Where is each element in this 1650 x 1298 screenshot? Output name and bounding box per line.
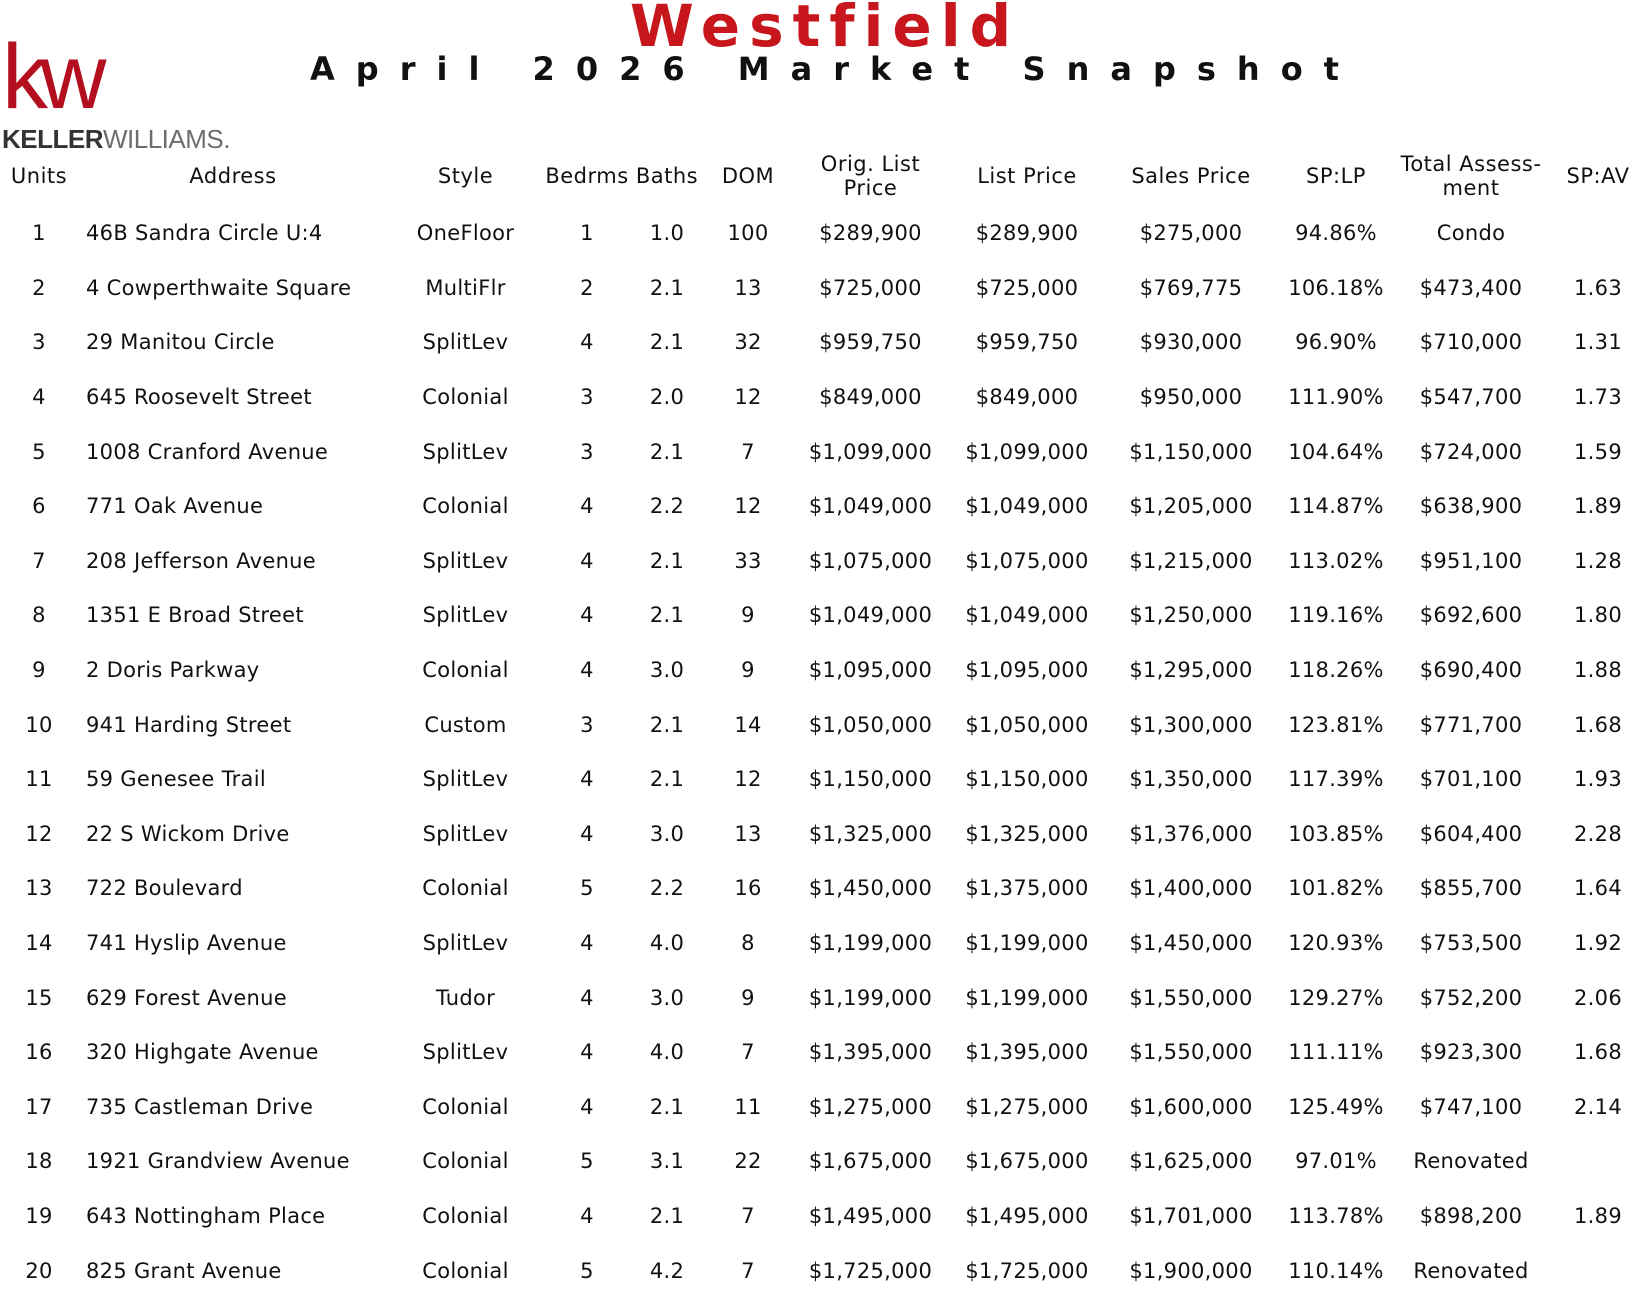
cell-baths: 2.2	[649, 494, 685, 519]
cell-units: 9	[32, 658, 46, 683]
cell-style: Colonial	[422, 1094, 509, 1119]
cell-address: 4 Cowperthwaite Square	[86, 275, 352, 300]
cell-total-assessment: $747,100	[1419, 1094, 1523, 1119]
cell-units: 17	[25, 1094, 53, 1119]
cell-sp-lp: 111.11%	[1288, 1040, 1384, 1065]
cell-baths: 2.2	[649, 876, 685, 901]
cell-sp-av: 1.92	[1574, 931, 1622, 956]
cell-address: 645 Roosevelt Street	[86, 385, 312, 410]
cell-orig-list-price: $1,725,000	[808, 1258, 933, 1283]
table-row	[0, 1025, 1650, 1080]
cell-sp-lp: 117.39%	[1288, 767, 1384, 792]
cell-sales-price: $930,000	[1139, 330, 1243, 355]
cell-sales-price: $1,150,000	[1129, 439, 1253, 464]
table-row	[0, 1189, 1650, 1244]
table-row	[0, 861, 1650, 916]
table-row	[0, 643, 1650, 698]
cell-total-assessment: $692,600	[1419, 603, 1523, 628]
cell-baths: 2.0	[649, 385, 685, 410]
cell-units: 16	[25, 1040, 53, 1065]
cell-sp-lp: 111.90%	[1288, 385, 1384, 410]
cell-sales-price: $1,600,000	[1129, 1094, 1253, 1119]
table-header-row	[0, 146, 1650, 206]
cell-sp-lp: 114.87%	[1288, 494, 1384, 519]
cell-sales-price: $1,215,000	[1129, 548, 1253, 573]
cell-sp-av: 1.89	[1574, 1203, 1622, 1228]
cell-bedrooms: 4	[580, 330, 594, 355]
svg-text:kw: kw	[2, 40, 99, 120]
cell-baths: 2.1	[649, 1203, 685, 1228]
cell-sales-price: $1,250,000	[1129, 603, 1253, 628]
cell-units: 2	[32, 275, 46, 300]
page-title: Westfield	[629, 0, 1021, 60]
cell-baths: 4.0	[649, 931, 685, 956]
cell-style: Colonial	[422, 658, 509, 683]
cell-style: Colonial	[422, 385, 509, 410]
cell-sales-price: $769,775	[1139, 275, 1243, 300]
cell-sales-price: $275,000	[1139, 221, 1243, 246]
cell-bedrooms: 5	[580, 1258, 594, 1283]
cell-dom: 7	[741, 1258, 755, 1283]
table-row	[0, 752, 1650, 807]
cell-dom: 12	[734, 767, 762, 792]
cell-sp-lp: 101.82%	[1288, 876, 1384, 901]
cell-dom: 9	[741, 658, 755, 683]
cell-list-price: $1,675,000	[965, 1149, 1089, 1174]
cell-baths: 2.1	[649, 1094, 685, 1119]
table-row	[0, 315, 1650, 370]
cell-address: 59 Genesee Trail	[86, 767, 266, 792]
cell-sp-av: 1.88	[1574, 658, 1622, 683]
cell-style: SplitLev	[422, 1040, 509, 1065]
cell-orig-list-price: $1,325,000	[808, 821, 933, 846]
cell-bedrooms: 4	[580, 1040, 594, 1065]
cell-sp-av: 1.31	[1574, 330, 1622, 355]
table-row	[0, 1243, 1650, 1298]
cell-address: 825 Grant Avenue	[86, 1258, 282, 1283]
cell-dom: 16	[734, 876, 762, 901]
table-row	[0, 534, 1650, 589]
cell-total-assessment: $710,000	[1419, 330, 1523, 355]
cell-baths: 2.1	[649, 603, 685, 628]
cell-baths: 4.2	[649, 1258, 685, 1283]
cell-address: 46B Sandra Circle U:4	[86, 221, 323, 246]
cell-bedrooms: 5	[580, 876, 594, 901]
table-row	[0, 1080, 1650, 1135]
cell-units: 4	[32, 385, 46, 410]
cell-sp-lp: 94.86%	[1295, 221, 1377, 246]
cell-bedrooms: 3	[580, 712, 594, 737]
cell-list-price: $1,075,000	[965, 548, 1089, 573]
cell-address: 208 Jefferson Avenue	[86, 548, 317, 573]
cell-total-assessment: $771,700	[1419, 712, 1523, 737]
cell-list-price: $1,049,000	[965, 494, 1089, 519]
cell-sp-av	[1546, 1134, 1650, 1189]
table-row	[0, 807, 1650, 862]
cell-bedrooms: 4	[580, 1094, 594, 1119]
cell-total-assessment: $923,300	[1419, 1040, 1523, 1065]
cell-sp-lp: 119.16%	[1288, 603, 1384, 628]
cell-units: 6	[32, 494, 46, 519]
cell-dom: 13	[734, 275, 762, 300]
cell-list-price: $1,725,000	[965, 1258, 1089, 1283]
cell-dom: 9	[741, 985, 755, 1010]
cell-list-price: $959,750	[975, 330, 1079, 355]
cell-baths: 2.1	[649, 767, 685, 792]
column-header-orig-list-price: Orig. List Price	[820, 152, 921, 200]
cell-bedrooms: 4	[580, 985, 594, 1010]
cell-sales-price: $1,701,000	[1129, 1203, 1253, 1228]
cell-address: 643 Nottingham Place	[86, 1203, 326, 1228]
cell-sp-lp: 123.81%	[1288, 712, 1384, 737]
cell-style: SplitLev	[422, 603, 509, 628]
cell-total-assessment: $690,400	[1419, 658, 1523, 683]
cell-units: 11	[25, 767, 53, 792]
cell-dom: 8	[741, 931, 755, 956]
cell-units: 10	[25, 712, 53, 737]
cell-orig-list-price: $1,049,000	[808, 603, 933, 628]
table-row	[0, 1134, 1650, 1189]
logo-wordmark-williams: WILLIAMS	[103, 124, 224, 154]
cell-dom: 22	[734, 1149, 762, 1174]
cell-orig-list-price: $1,150,000	[808, 767, 933, 792]
cell-orig-list-price: $1,495,000	[808, 1203, 933, 1228]
column-header-sp-av: SP:AV	[1566, 164, 1630, 188]
cell-sp-lp: 120.93%	[1288, 931, 1384, 956]
cell-sales-price: $1,625,000	[1129, 1149, 1253, 1174]
cell-sp-lp: 104.64%	[1288, 439, 1384, 464]
cell-baths: 3.0	[649, 658, 685, 683]
cell-list-price: $1,095,000	[965, 658, 1089, 683]
cell-sp-av: 1.80	[1574, 603, 1622, 628]
column-header-units: Units	[10, 164, 68, 188]
cell-sales-price: $1,350,000	[1129, 767, 1253, 792]
cell-dom: 12	[734, 385, 762, 410]
cell-units: 18	[25, 1149, 53, 1174]
cell-sales-price: $1,400,000	[1129, 876, 1253, 901]
cell-sp-lp: 129.27%	[1288, 985, 1384, 1010]
cell-dom: 7	[741, 1040, 755, 1065]
cell-sp-av: 1.89	[1574, 494, 1622, 519]
cell-sp-lp: 125.49%	[1288, 1094, 1384, 1119]
cell-list-price: $1,050,000	[965, 712, 1089, 737]
cell-orig-list-price: $1,099,000	[808, 439, 933, 464]
cell-units: 13	[25, 876, 53, 901]
cell-style: SplitLev	[422, 931, 509, 956]
cell-baths: 3.1	[649, 1149, 685, 1174]
logo-wordmark-keller: KELLER	[2, 124, 103, 154]
cell-total-assessment: $604,400	[1419, 821, 1523, 846]
cell-baths: 3.0	[649, 821, 685, 846]
cell-dom: 7	[741, 1203, 755, 1228]
cell-orig-list-price: $1,075,000	[808, 548, 933, 573]
cell-dom: 7	[741, 439, 755, 464]
cell-orig-list-price: $1,675,000	[808, 1149, 933, 1174]
cell-style: Colonial	[422, 1203, 509, 1228]
cell-orig-list-price: $959,750	[819, 330, 922, 355]
cell-units: 14	[25, 931, 53, 956]
cell-total-assessment: Renovated	[1413, 1149, 1529, 1174]
cell-orig-list-price: $289,900	[819, 221, 922, 246]
cell-baths: 2.1	[649, 712, 685, 737]
cell-bedrooms: 4	[580, 1203, 594, 1228]
cell-sp-av: 1.63	[1574, 275, 1622, 300]
cell-sales-price: $1,550,000	[1129, 985, 1253, 1010]
cell-baths: 2.1	[649, 548, 685, 573]
cell-total-assessment: $547,700	[1419, 385, 1523, 410]
cell-address: 941 Harding Street	[86, 712, 292, 737]
cell-orig-list-price: $1,050,000	[808, 712, 933, 737]
cell-total-assessment: Renovated	[1413, 1258, 1529, 1283]
cell-sales-price: $1,300,000	[1129, 712, 1253, 737]
cell-sp-lp: 97.01%	[1295, 1149, 1377, 1174]
cell-style: SplitLev	[422, 548, 509, 573]
page-subtitle: April 2026 Market Snapshot	[310, 50, 1360, 88]
cell-bedrooms: 4	[580, 658, 594, 683]
cell-bedrooms: 4	[580, 931, 594, 956]
cell-total-assessment: $724,000	[1419, 439, 1523, 464]
cell-sp-lp: 96.90%	[1295, 330, 1377, 355]
cell-total-assessment: $753,500	[1419, 931, 1523, 956]
cell-list-price: $725,000	[975, 275, 1079, 300]
cell-bedrooms: 5	[580, 1149, 594, 1174]
column-header-sp-lp: SP:LP	[1306, 164, 1366, 188]
cell-address: 29 Manitou Circle	[86, 330, 275, 355]
cell-baths: 4.0	[649, 1040, 685, 1065]
cell-orig-list-price: $1,450,000	[808, 876, 933, 901]
column-header-total-assessment: Total Assess-ment	[1400, 151, 1542, 200]
column-header-list-price: List Price	[977, 164, 1077, 188]
cell-list-price: $1,199,000	[965, 931, 1089, 956]
table-row	[0, 206, 1650, 261]
cell-units: 15	[25, 985, 53, 1010]
cell-sp-av: 2.14	[1574, 1094, 1622, 1119]
cell-address: 741 Hyslip Avenue	[86, 931, 287, 956]
cell-list-price: $1,275,000	[965, 1094, 1089, 1119]
cell-list-price: $1,375,000	[965, 876, 1089, 901]
cell-baths: 2.1	[649, 439, 685, 464]
column-header-sales-price: Sales Price	[1131, 164, 1251, 188]
cell-style: SplitLev	[422, 330, 509, 355]
cell-sp-lp: 113.02%	[1288, 548, 1384, 573]
table-row	[0, 261, 1650, 316]
cell-total-assessment: $638,900	[1419, 494, 1523, 519]
cell-units: 8	[32, 603, 46, 628]
cell-dom: 11	[734, 1094, 762, 1119]
column-header-baths: Baths	[635, 164, 699, 188]
cell-style: OneFloor	[416, 221, 515, 246]
cell-bedrooms: 4	[580, 821, 594, 846]
cell-address: 1351 E Broad Street	[86, 603, 304, 628]
cell-sp-lp: 118.26%	[1288, 658, 1384, 683]
column-header-bedrooms: Bedrms	[545, 164, 629, 188]
cell-list-price: $1,395,000	[965, 1040, 1089, 1065]
cell-style: SplitLev	[422, 821, 509, 846]
cell-sales-price: $950,000	[1139, 385, 1243, 410]
cell-dom: 13	[734, 821, 762, 846]
cell-total-assessment: $473,400	[1419, 275, 1523, 300]
column-header-style: Style	[437, 164, 494, 188]
cell-style: SplitLev	[422, 767, 509, 792]
cell-bedrooms: 1	[580, 221, 594, 246]
cell-units: 3	[32, 330, 46, 355]
cell-address: 2 Doris Parkway	[86, 658, 260, 683]
cell-total-assessment: $855,700	[1419, 876, 1523, 901]
cell-units: 7	[32, 548, 46, 573]
cell-orig-list-price: $725,000	[819, 275, 922, 300]
cell-units: 5	[32, 439, 46, 464]
cell-sp-av: 1.68	[1574, 712, 1622, 737]
cell-bedrooms: 3	[580, 385, 594, 410]
cell-style: Tudor	[435, 985, 496, 1010]
cell-address: 735 Castleman Drive	[86, 1094, 314, 1119]
cell-dom: 9	[741, 603, 755, 628]
cell-baths: 3.0	[649, 985, 685, 1010]
cell-address: 771 Oak Avenue	[86, 494, 264, 519]
cell-list-price: $849,000	[975, 385, 1079, 410]
cell-list-price: $1,495,000	[965, 1203, 1089, 1228]
cell-total-assessment: $752,200	[1419, 985, 1523, 1010]
table-row	[0, 479, 1650, 534]
cell-total-assessment: $898,200	[1419, 1203, 1523, 1228]
cell-sp-av	[1546, 1243, 1650, 1298]
cell-sales-price: $1,295,000	[1129, 658, 1253, 683]
column-header-dom: DOM	[721, 164, 775, 188]
cell-dom: 32	[734, 330, 762, 355]
cell-sp-av: 2.28	[1574, 821, 1622, 846]
cell-list-price: $1,325,000	[965, 821, 1089, 846]
cell-total-assessment: $951,100	[1419, 548, 1523, 573]
cell-address: 722 Boulevard	[86, 876, 243, 901]
column-header-address: Address	[189, 164, 277, 188]
cell-orig-list-price: $1,275,000	[808, 1094, 933, 1119]
cell-bedrooms: 4	[580, 767, 594, 792]
cell-style: Colonial	[422, 1149, 509, 1174]
cell-dom: 14	[734, 712, 762, 737]
cell-sales-price: $1,550,000	[1129, 1040, 1253, 1065]
cell-address: 1921 Grandview Avenue	[86, 1149, 350, 1174]
cell-sp-av: 1.93	[1574, 767, 1622, 792]
cell-sp-av: 1.73	[1574, 385, 1622, 410]
table-row	[0, 424, 1650, 479]
table-row	[0, 916, 1650, 971]
cell-units: 19	[25, 1203, 53, 1228]
cell-orig-list-price: $849,000	[819, 385, 922, 410]
market-snapshot-table	[0, 146, 1650, 1298]
cell-sp-av	[1546, 206, 1650, 261]
cell-sp-av: 2.06	[1574, 985, 1622, 1010]
cell-bedrooms: 4	[580, 548, 594, 573]
cell-list-price: $1,049,000	[965, 603, 1089, 628]
cell-orig-list-price: $1,049,000	[808, 494, 933, 519]
cell-sp-av: 1.64	[1574, 876, 1622, 901]
cell-units: 12	[25, 821, 53, 846]
cell-style: Colonial	[422, 1258, 509, 1283]
table-row	[0, 370, 1650, 425]
cell-baths: 2.1	[649, 330, 685, 355]
cell-address: 22 S Wickom Drive	[86, 821, 290, 846]
cell-total-assessment: $701,100	[1419, 767, 1523, 792]
cell-dom: 100	[727, 221, 769, 246]
logo-wordmark-suffix: .	[223, 124, 230, 154]
cell-total-assessment: Condo	[1436, 221, 1506, 246]
cell-orig-list-price: $1,199,000	[808, 931, 933, 956]
cell-sp-lp: 106.18%	[1288, 275, 1384, 300]
cell-list-price: $1,199,000	[965, 985, 1089, 1010]
cell-sp-av: 1.68	[1574, 1040, 1622, 1065]
cell-sales-price: $1,900,000	[1129, 1258, 1253, 1283]
cell-dom: 12	[734, 494, 762, 519]
cell-sp-lp: 110.14%	[1288, 1258, 1384, 1283]
cell-style: SplitLev	[422, 439, 509, 464]
cell-sp-lp: 103.85%	[1288, 821, 1384, 846]
table-row	[0, 970, 1650, 1025]
cell-bedrooms: 4	[580, 494, 594, 519]
cell-sp-lp: 113.78%	[1288, 1203, 1384, 1228]
cell-orig-list-price: $1,395,000	[808, 1040, 933, 1065]
cell-baths: 2.1	[649, 275, 685, 300]
cell-list-price: $1,099,000	[965, 439, 1089, 464]
cell-sales-price: $1,205,000	[1129, 494, 1253, 519]
cell-bedrooms: 4	[580, 603, 594, 628]
cell-list-price: $289,900	[975, 221, 1079, 246]
cell-bedrooms: 3	[580, 439, 594, 464]
table-row	[0, 697, 1650, 752]
cell-address: 629 Forest Avenue	[86, 985, 288, 1010]
cell-style: Colonial	[422, 876, 509, 901]
cell-style: Custom	[424, 712, 507, 737]
cell-sales-price: $1,376,000	[1129, 821, 1253, 846]
cell-orig-list-price: $1,199,000	[808, 985, 933, 1010]
cell-style: Colonial	[422, 494, 509, 519]
cell-sp-av: 1.59	[1574, 439, 1622, 464]
cell-style: MultiFlr	[425, 275, 506, 300]
cell-orig-list-price: $1,095,000	[808, 658, 933, 683]
cell-sp-av: 1.28	[1574, 548, 1622, 573]
cell-address: 1008 Cranford Avenue	[86, 439, 329, 464]
cell-dom: 33	[734, 548, 762, 573]
cell-bedrooms: 2	[580, 275, 594, 300]
table-body	[0, 206, 1650, 1298]
cell-units: 1	[32, 221, 46, 246]
cell-baths: 1.0	[649, 221, 685, 246]
cell-sales-price: $1,450,000	[1129, 931, 1253, 956]
cell-units: 20	[25, 1258, 53, 1283]
cell-address: 320 Highgate Avenue	[86, 1040, 319, 1065]
table-row	[0, 588, 1650, 643]
cell-list-price: $1,150,000	[965, 767, 1089, 792]
